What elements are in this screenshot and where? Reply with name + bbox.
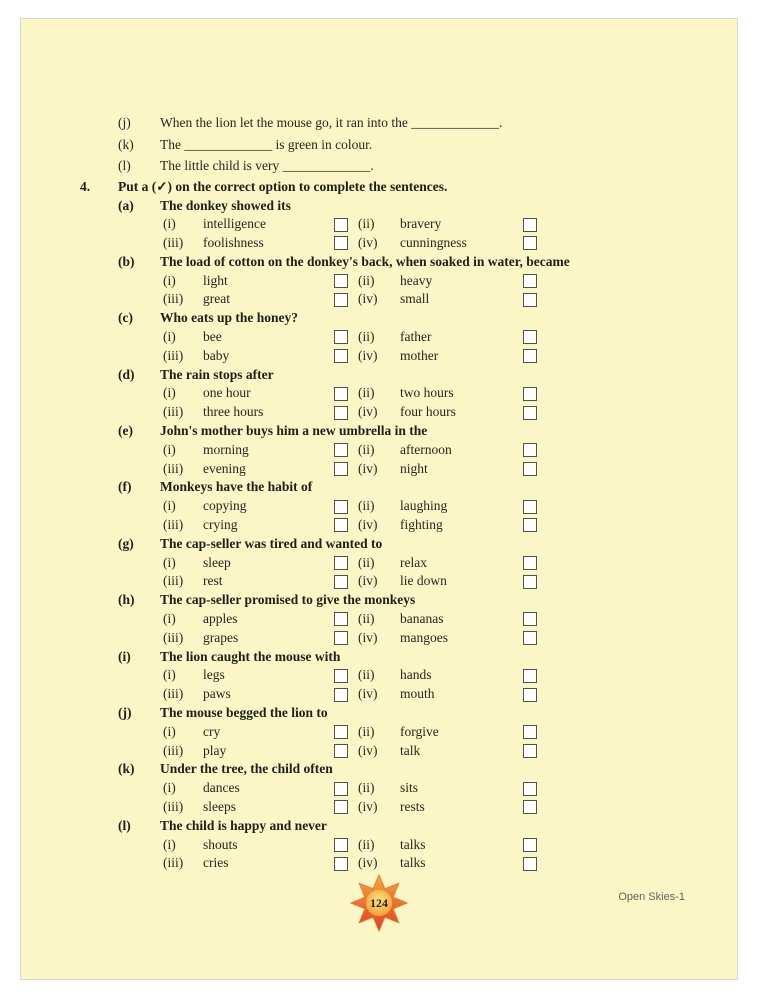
option-text: intelligence [203,216,266,232]
option-checkbox[interactable] [523,462,537,476]
option-text: shouts [203,836,238,852]
option-text: bee [203,329,222,345]
exercise-item [21,253,737,309]
option-text: great [203,291,230,307]
option-checkbox[interactable] [334,800,348,814]
option-checkbox[interactable] [334,462,348,476]
option-checkbox[interactable] [523,575,537,589]
option-text: heavy [400,272,433,288]
exercise-item [21,309,737,365]
option-row [163,215,737,234]
option-row [163,572,737,591]
option-checkbox[interactable] [523,857,537,871]
option-row [163,460,737,479]
option-number: (iv) [358,460,378,476]
option-number: (ii) [358,216,375,232]
option-text: forgive [400,723,439,739]
option-number: (ii) [358,385,375,401]
fill-item [118,134,737,156]
option-number: (i) [163,836,176,852]
option-text: crying [203,517,238,533]
option-checkbox[interactable] [523,556,537,570]
option-text: morning [203,441,249,457]
page-content [21,19,737,873]
option-number: (iii) [163,686,184,702]
option-text: paws [203,686,231,702]
option-row [163,272,737,291]
exercise-item [21,817,737,873]
option-row [163,779,737,798]
item-stem: The lion caught the mouse with [160,648,341,664]
option-number: (ii) [358,554,375,570]
fill-item [118,112,737,134]
item-label: (c) [118,310,133,326]
option-checkbox[interactable] [523,725,537,739]
option-number: (ii) [358,611,375,627]
option-text: one hour [203,385,251,401]
exercise-item [21,366,737,422]
option-text: four hours [400,404,456,420]
option-checkbox[interactable] [523,744,537,758]
item-label: (a) [118,197,134,213]
fill-text: The _____________ is green in colour. [160,136,373,152]
option-text: night [400,460,428,476]
option-row [163,497,737,516]
option-text: bananas [400,611,444,627]
option-checkbox[interactable] [334,575,348,589]
page-number: 124 [370,897,388,911]
option-checkbox[interactable] [523,406,537,420]
option-text: three hours [203,404,264,420]
option-checkbox[interactable] [334,349,348,363]
option-text: play [203,742,227,758]
exercise-item [21,197,737,253]
option-row [163,798,737,817]
question-4-header [80,177,737,197]
option-row [163,328,737,347]
exercise-item-head [118,704,737,723]
option-text: talks [400,836,426,852]
footer-brand: Open Skies-1 [618,891,685,903]
item-stem: Monkeys have the habit of [160,479,313,495]
option-text: rests [400,799,425,814]
option-checkbox[interactable] [523,349,537,363]
option-number: (iii) [163,235,184,251]
option-number: (iii) [163,460,184,476]
exercise-item [21,648,737,704]
exercise-item-head [118,591,737,610]
exercise-item-head [118,760,737,779]
question-title: Put a (✓) on the correct option to complete the sentences. [118,178,448,194]
item-label: (j) [118,705,132,721]
fill-in-items [21,112,737,177]
option-checkbox[interactable] [523,631,537,645]
option-text: cry [203,723,221,739]
page-number-badge [350,874,408,932]
option-checkbox[interactable] [523,800,537,814]
option-row [163,516,737,535]
option-number: (iv) [358,235,378,251]
option-number: (ii) [358,498,375,514]
option-checkbox[interactable] [334,236,348,250]
option-number: (iv) [358,855,378,871]
option-text: mouth [400,686,435,702]
option-row [163,234,737,253]
option-checkbox[interactable] [523,612,537,626]
option-row [163,836,737,855]
option-text: laughing [400,498,448,514]
item-label: (h) [118,592,135,608]
item-stem: The child is happy and never [160,817,327,833]
option-row [163,441,737,460]
exercise-item [21,760,737,816]
item-label: (f) [118,479,132,495]
option-number: (i) [163,498,176,514]
option-number: (iv) [358,573,378,589]
exercise-item-head [118,422,737,441]
option-checkbox[interactable] [334,330,348,344]
option-checkbox[interactable] [523,293,537,307]
option-number: (ii) [358,272,375,288]
option-number: (iii) [163,799,184,814]
option-checkbox[interactable] [523,443,537,457]
fill-text: When the lion let the mouse go, it ran into the _____________. [160,115,503,130]
item-stem: The mouse begged the lion to [160,705,328,721]
item-label: (d) [118,366,135,382]
option-checkbox[interactable] [334,293,348,307]
option-text: fighting [400,517,443,533]
option-checkbox[interactable] [334,838,348,852]
option-number: (iv) [358,347,378,363]
item-stem: Under the tree, the child often [160,761,333,777]
item-label: (k) [118,761,135,777]
exercise-item-head [118,478,737,497]
exercise-item-head [118,648,737,667]
option-text: sleep [203,554,231,570]
exercise-item [21,535,737,591]
option-number: (iii) [163,855,184,871]
option-number: (ii) [358,329,375,345]
option-row [163,742,737,761]
option-number: (iv) [358,517,378,533]
option-number: (i) [163,611,176,627]
exercise-item [21,704,737,760]
exercise-item [21,591,737,647]
option-row [163,290,737,309]
option-row [163,347,737,366]
option-number: (iii) [163,404,184,420]
option-number: (iv) [358,629,378,645]
option-checkbox[interactable] [523,518,537,532]
option-row [163,554,737,573]
option-checkbox[interactable] [523,500,537,514]
option-number: (i) [163,723,176,739]
option-text: father [400,329,432,345]
option-text: apples [203,611,238,627]
option-checkbox[interactable] [334,688,348,702]
option-text: hands [400,667,432,683]
option-text: sits [400,780,419,796]
item-label: (l) [118,158,131,173]
item-label: (b) [118,253,135,269]
item-stem: The cap-seller promised to give the monkeys [160,592,416,608]
item-label: (j) [118,115,131,130]
option-checkbox[interactable] [523,688,537,702]
option-checkbox[interactable] [523,669,537,683]
option-number: (iv) [358,404,378,420]
exercise-item-head [118,366,737,385]
item-stem: Who eats up the honey? [160,310,299,326]
option-checkbox[interactable] [523,387,537,401]
option-number: (iv) [358,799,378,814]
option-text: mother [400,347,439,363]
option-number: (iii) [163,629,184,645]
option-row [163,403,737,422]
option-number: (iii) [163,517,184,533]
option-number: (iv) [358,742,378,758]
option-text: baby [203,347,230,363]
question-4-items [21,197,737,874]
option-text: sleeps [203,799,236,814]
option-text: two hours [400,385,454,401]
option-row [163,685,737,704]
option-row [163,854,737,873]
option-text: relax [400,554,427,570]
option-checkbox[interactable] [334,744,348,758]
option-text: rest [203,573,223,589]
option-checkbox[interactable] [334,725,348,739]
option-checkbox[interactable] [334,500,348,514]
exercise-item-head [118,817,737,836]
option-number: (i) [163,554,176,570]
option-text: talks [400,855,426,871]
option-row [163,666,737,685]
item-stem: The cap-seller was tired and wanted to [160,535,383,551]
option-checkbox[interactable] [523,274,537,288]
option-text: foolishness [203,235,264,251]
option-row [163,629,737,648]
item-label: (g) [118,535,134,551]
option-text: cries [203,855,229,871]
item-label: (l) [118,817,131,833]
option-row [163,723,737,742]
exercise-item-head [118,253,737,272]
option-number: (i) [163,441,176,457]
exercise-item-head [118,535,737,554]
item-label: (i) [118,648,131,664]
option-checkbox[interactable] [334,631,348,645]
option-text: cunningness [400,235,467,251]
option-number: (ii) [358,667,375,683]
option-number: (i) [163,272,176,288]
option-checkbox[interactable] [334,518,348,532]
option-checkbox[interactable] [334,612,348,626]
option-text: light [203,272,228,288]
option-text: evening [203,460,246,476]
option-number: (iii) [163,291,184,307]
option-text: legs [203,667,225,683]
option-text: lie down [400,573,447,589]
option-number: (ii) [358,780,375,796]
option-text: talk [400,742,421,758]
question-number: 4. [80,178,91,194]
option-text: bravery [400,216,442,232]
option-number: (iv) [358,686,378,702]
exercise-item [21,478,737,534]
option-number: (i) [163,780,176,796]
item-stem: The load of cotton on the donkey's back, when soaked in water, became [160,253,570,269]
book-page [20,18,738,980]
option-number: (iii) [163,347,184,363]
option-checkbox[interactable] [334,782,348,796]
option-text: grapes [203,629,239,645]
option-checkbox[interactable] [523,782,537,796]
option-text: dances [203,780,240,796]
option-number: (i) [163,216,176,232]
option-number: (iii) [163,573,184,589]
option-checkbox[interactable] [334,274,348,288]
option-number: (i) [163,385,176,401]
option-checkbox[interactable] [334,857,348,871]
exercise-item-head [118,197,737,216]
option-checkbox[interactable] [523,218,537,232]
option-checkbox[interactable] [523,838,537,852]
option-text: copying [203,498,247,514]
option-checkbox[interactable] [334,669,348,683]
option-row [163,610,737,629]
option-text: mangoes [400,629,448,645]
option-checkbox[interactable] [334,387,348,401]
fill-item [118,155,737,177]
option-text: small [400,291,430,307]
option-checkbox[interactable] [523,236,537,250]
option-number: (iii) [163,742,184,758]
option-text: afternoon [400,441,452,457]
exercise-item-head [118,309,737,328]
item-label: (e) [118,423,133,439]
option-number: (i) [163,667,176,683]
item-stem: The rain stops after [160,366,274,382]
option-number: (iv) [358,291,378,307]
item-label: (k) [118,136,134,152]
option-row [163,384,737,403]
option-number: (ii) [358,441,375,457]
item-stem: The donkey showed its [160,197,291,213]
option-number: (ii) [358,723,375,739]
exercise-item [21,422,737,478]
fill-text: The little child is very _____________. [160,158,374,173]
option-checkbox[interactable] [334,406,348,420]
option-checkbox[interactable] [334,218,348,232]
option-checkbox[interactable] [334,556,348,570]
option-number: (i) [163,329,176,345]
option-checkbox[interactable] [523,330,537,344]
option-checkbox[interactable] [334,443,348,457]
item-stem: John's mother buys him a new umbrella in the [160,423,428,439]
option-number: (ii) [358,836,375,852]
